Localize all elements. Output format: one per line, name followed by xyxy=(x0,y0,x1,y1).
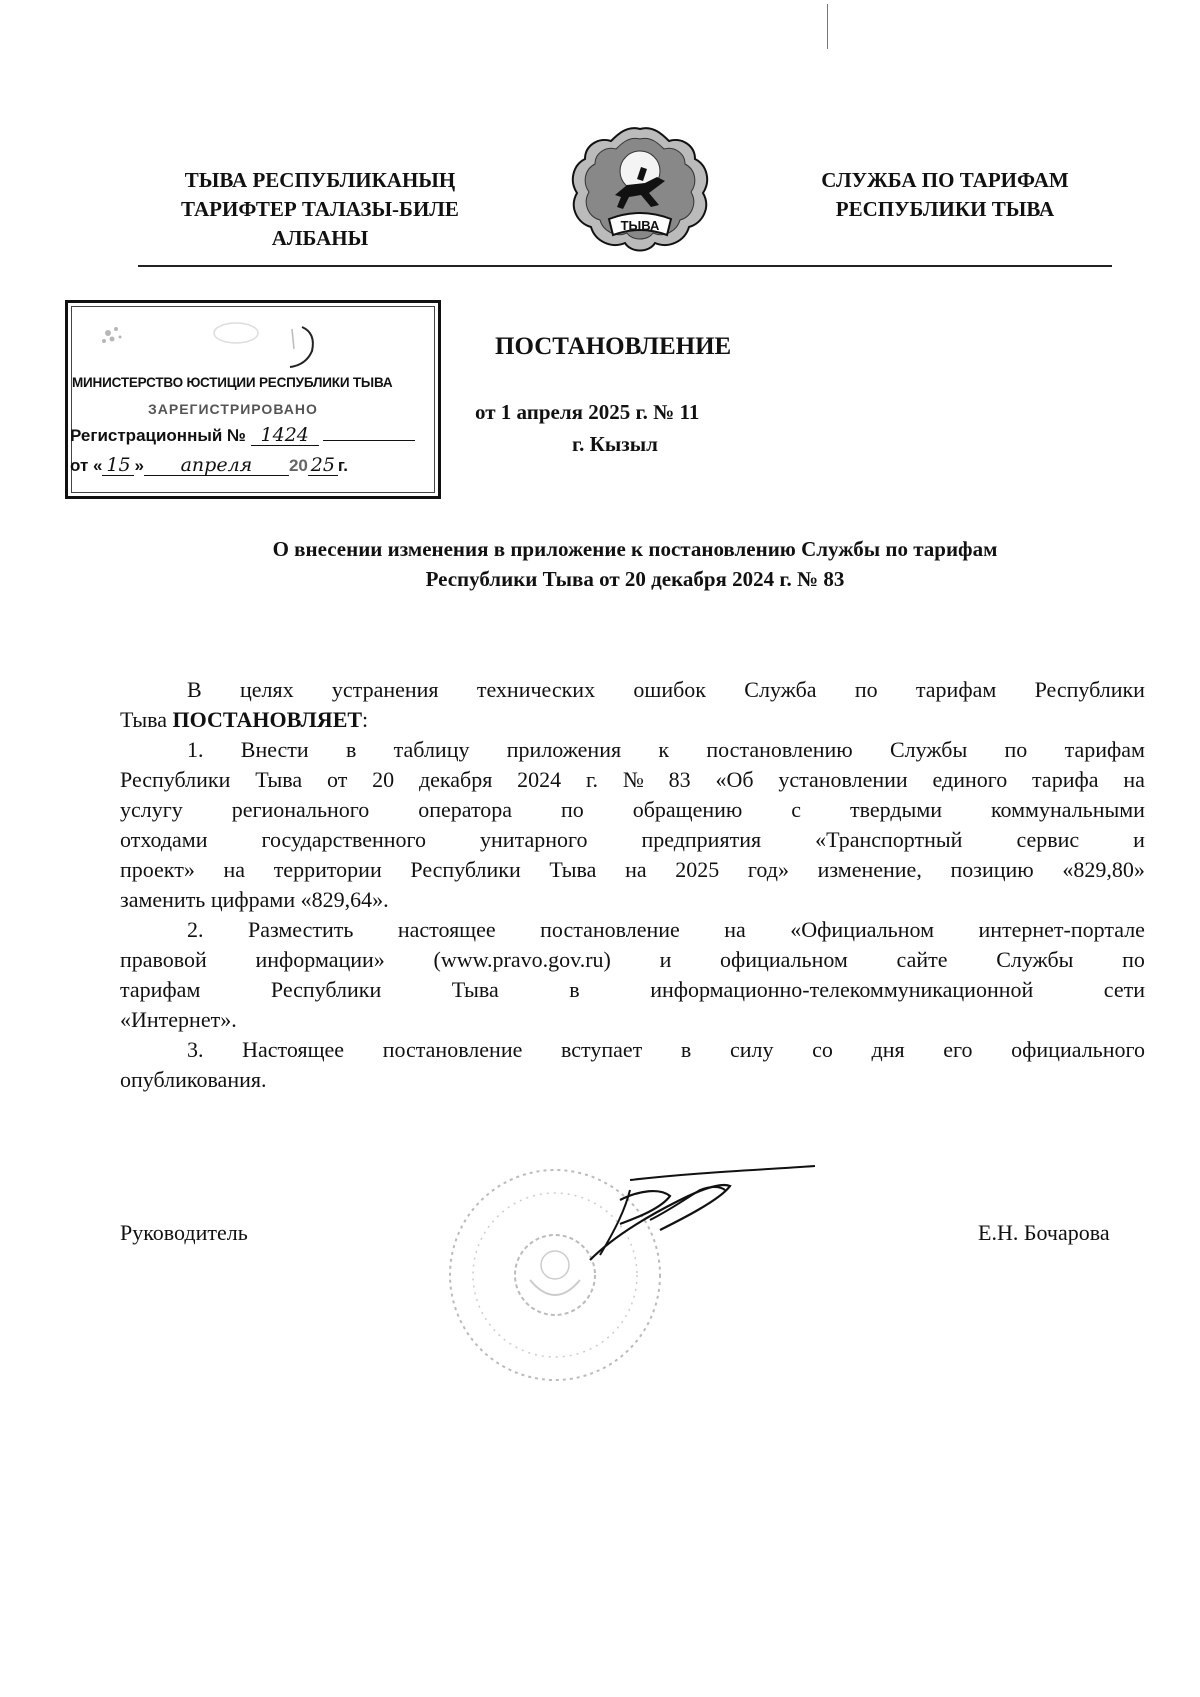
body-word: 3. xyxy=(187,1037,204,1062)
header-right-line: РЕСПУБЛИКИ ТЫВА xyxy=(835,197,1055,221)
body-word: (www.pravo.gov.ru) xyxy=(433,947,611,972)
body-word: Служба xyxy=(744,677,817,702)
preamble-verb: ПОСТАНОВЛЯЕТ xyxy=(172,707,363,732)
body-line xyxy=(120,705,1145,735)
stamp-date-year-prefix: 20 xyxy=(288,456,308,475)
body-word: вступает xyxy=(561,1037,643,1062)
stamp-date-line xyxy=(70,455,432,476)
body-word: интернет-портале xyxy=(978,917,1145,942)
body-word: Тыва xyxy=(549,857,597,882)
body-word: дня xyxy=(871,1037,905,1062)
body-line xyxy=(120,915,1145,945)
handwritten-signature-icon xyxy=(520,1160,820,1280)
body-line xyxy=(120,765,1145,795)
body-word: тарифам xyxy=(1064,737,1145,762)
body-word: официального xyxy=(1011,1037,1145,1062)
body-word: «Транспортный xyxy=(815,827,963,852)
body-word: Тыва xyxy=(451,977,499,1002)
document-date-number: от 1 апреля 2025 г. № 11 xyxy=(475,400,700,424)
body-word: 83 xyxy=(668,767,691,792)
subject-line: Республики Тыва от 20 декабря 2024 г. № 83 xyxy=(425,567,845,591)
body-word: информации» xyxy=(255,947,385,972)
body-line xyxy=(120,735,1145,765)
body-line xyxy=(120,1005,1145,1035)
body-word: силу xyxy=(729,1037,774,1062)
body-word: 2. xyxy=(187,917,204,942)
subject-line: О внесении изменения в приложение к постановлению Службы по тарифам xyxy=(272,537,998,561)
document-city: г. Кызыл xyxy=(572,432,658,456)
body-word: на xyxy=(724,917,746,942)
body-word: установлении xyxy=(778,767,908,792)
body-word: постановлению xyxy=(706,737,853,762)
body-word: коммунальными xyxy=(990,797,1145,822)
preamble-prefix: Тыва xyxy=(120,707,173,732)
body-word: с xyxy=(791,797,802,822)
body-word: изменение, xyxy=(817,857,922,882)
body-word: «Официальном xyxy=(790,917,934,942)
body-word: предприятия xyxy=(641,827,762,852)
body-word: по xyxy=(560,797,584,822)
body-word: в xyxy=(680,1037,692,1062)
body-word: и xyxy=(1133,827,1145,852)
body-word: Республики xyxy=(120,767,231,792)
stamp-registered: ЗАРЕГИСТРИРОВАНО xyxy=(148,401,318,417)
body-word: Службы xyxy=(889,737,968,762)
tuva-coat-of-arms-icon xyxy=(565,123,715,258)
body-word: 1. xyxy=(187,737,204,762)
body-line xyxy=(120,1035,1145,1065)
document-type: ПОСТАНОВЛЕНИЕ xyxy=(495,333,732,360)
stamp-date-suffix: г. xyxy=(337,456,348,475)
body-word: позицию xyxy=(950,857,1034,882)
header-left-line: АЛБАНЫ xyxy=(271,226,369,250)
body-word: сервис xyxy=(1016,827,1080,852)
header-divider xyxy=(138,265,1112,267)
registration-stamp xyxy=(65,300,441,499)
body-word: по xyxy=(1004,737,1028,762)
body-word: Внести xyxy=(240,737,309,762)
stamp-number-line xyxy=(70,425,415,446)
body-word: оператора xyxy=(418,797,513,822)
body-word: на xyxy=(625,857,647,882)
body-line xyxy=(120,975,1145,1005)
stamp-ministry: МИНИСТЕРСТВО ЮСТИЦИИ РЕСПУБЛИКИ ТЫВА xyxy=(72,375,393,390)
body-line xyxy=(120,945,1145,975)
body-word: Службы xyxy=(996,947,1074,972)
body-word: Республики xyxy=(410,857,521,882)
body-word: целях xyxy=(239,677,294,702)
body-word: единого xyxy=(932,767,1008,792)
body-line xyxy=(120,885,1145,915)
body-word: твердыми xyxy=(850,797,943,822)
body-word: от xyxy=(327,767,348,792)
body-word: год» xyxy=(747,857,789,882)
body-word: тарифам xyxy=(120,977,201,1002)
body-word: в xyxy=(345,737,357,762)
body-line xyxy=(120,1065,1145,1095)
body-line xyxy=(120,675,1145,705)
body-line xyxy=(120,825,1145,855)
body-word: на xyxy=(1123,767,1145,792)
body-word: сайте xyxy=(896,947,948,972)
body-word: технических xyxy=(476,677,596,702)
body-word: его xyxy=(943,1037,973,1062)
body-word: Республики xyxy=(270,977,382,1002)
document-body xyxy=(120,675,1145,1095)
body-word: 2025 xyxy=(675,857,720,882)
body-word: постановление xyxy=(540,917,680,942)
preamble-suffix: : xyxy=(362,707,369,732)
stamp-number-label: Регистрационный № xyxy=(70,426,246,445)
body-word: проект» xyxy=(120,857,195,882)
signature-role: Руководитель xyxy=(120,1220,248,1245)
body-word: со xyxy=(812,1037,833,1062)
stamp-number-value: 1424 xyxy=(251,425,319,446)
body-word: услугу xyxy=(120,797,183,822)
stamp-date-prefix: от « xyxy=(70,456,103,475)
body-word: № xyxy=(622,767,644,792)
body-word: постановление xyxy=(382,1037,523,1062)
body-word: тарифам xyxy=(915,677,997,702)
body-word: территории xyxy=(273,857,382,882)
p2-last: «Интернет». xyxy=(120,1007,237,1032)
body-word: «829,80» xyxy=(1062,857,1145,882)
body-line xyxy=(120,795,1145,825)
body-line xyxy=(120,855,1145,885)
body-word: Разместить xyxy=(247,917,354,942)
stamp-date-year: 25 xyxy=(308,455,338,476)
header-russian-title xyxy=(780,166,1110,224)
body-word: Тыва xyxy=(255,767,303,792)
body-word: и xyxy=(659,947,672,972)
scan-mark xyxy=(827,4,828,49)
document-subject xyxy=(140,534,1130,594)
body-word: отходами xyxy=(120,827,208,852)
header-left-line: ТЫВА РЕСПУБЛИКАНЫҢ xyxy=(184,168,456,192)
body-word: государственного xyxy=(261,827,427,852)
body-word: по xyxy=(854,677,878,702)
body-word: «Об xyxy=(715,767,754,792)
header-left-line: ТАРИФТЕР ТАЛАЗЫ-БИЛЕ xyxy=(181,197,459,221)
body-word: правовой xyxy=(120,947,207,972)
stamp-date-month: апреля xyxy=(144,455,289,476)
body-word: декабря xyxy=(418,767,493,792)
p3-last: опубликования. xyxy=(120,1067,267,1092)
body-word: В xyxy=(187,677,202,702)
body-word: приложения xyxy=(506,737,622,762)
body-word: таблицу xyxy=(393,737,470,762)
body-word: Настоящее xyxy=(242,1037,345,1062)
stamp-date-mid: » xyxy=(134,456,144,475)
body-word: 2024 xyxy=(517,767,562,792)
body-word: на xyxy=(223,857,246,882)
body-word: регионального xyxy=(231,797,370,822)
p1-last: заменить цифрами «829,64». xyxy=(120,887,389,912)
signature-name: Е.Н. Бочарова xyxy=(978,1220,1110,1245)
body-word: настоящее xyxy=(397,917,496,942)
emblem-text: ТЫВА xyxy=(620,218,660,233)
body-word: сети xyxy=(1103,977,1145,1002)
body-word: унитарного xyxy=(480,827,588,852)
body-word: г. xyxy=(585,767,599,792)
body-word: устранения xyxy=(331,677,439,702)
body-word: 20 xyxy=(372,767,395,792)
header-tuvan-title xyxy=(140,166,500,253)
body-word: в xyxy=(569,977,580,1002)
body-word: тарифа xyxy=(1032,767,1099,792)
body-word: ошибок xyxy=(633,677,706,702)
body-word: обращению xyxy=(632,797,743,822)
body-word: к xyxy=(658,737,670,762)
body-word: по xyxy=(1122,947,1145,972)
body-word: официальном xyxy=(720,947,848,972)
stamp-date-day: 15 xyxy=(102,455,134,476)
header-right-line: СЛУЖБА ПО ТАРИФАМ xyxy=(821,168,1069,192)
body-word: Республики xyxy=(1034,677,1145,702)
body-word: информационно-телекоммуникационной xyxy=(650,977,1034,1002)
stamp-logo-icon xyxy=(76,311,376,377)
